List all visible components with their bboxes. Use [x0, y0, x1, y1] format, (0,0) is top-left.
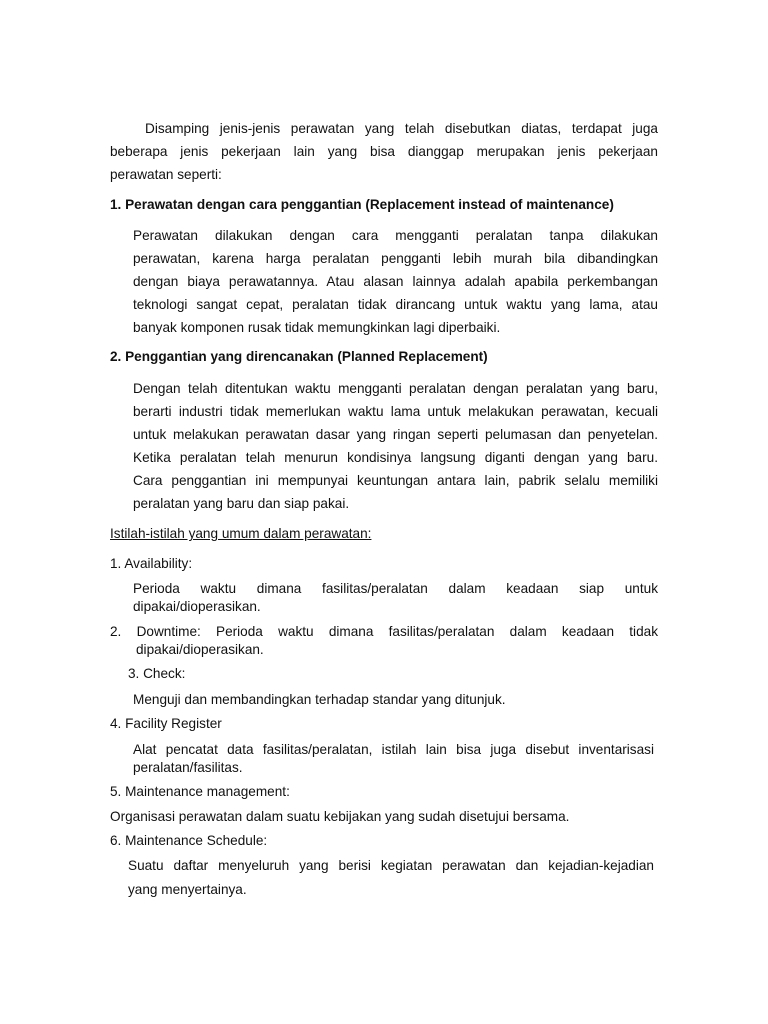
section-2-line-1: Dengan telah ditentukan waktu mengganti peralatan dengan peralatan yang baru, — [133, 381, 658, 396]
section-1-line-2: perawatan, karena harga peralatan pengganti lebih murah bila dibandingkan — [133, 251, 658, 266]
section-2-line-5: Cara penggantian ini mempunyai keuntungan antara lain, pabrik selalu memiliki — [133, 473, 658, 488]
intro-line-2: beberapa jenis pekerjaan lain yang bisa dianggap merupakan jenis pekerjaan — [110, 144, 658, 159]
term-1-line-2: dipakai/dioperasikan. — [133, 599, 261, 614]
section-2-line-4: Ketika peralatan telah menurun kondisinya langsung diganti dengan yang baru. — [133, 450, 658, 465]
term-5-line-1: Organisasi perawatan dalam suatu kebijakan yang sudah disetujui bersama. — [110, 809, 570, 824]
term-1-title: 1. Availability: — [110, 556, 193, 571]
term-6-line-2: yang menyertainya. — [128, 882, 247, 897]
term-6-title: 6. Maintenance Schedule: — [110, 833, 268, 848]
section-1-line-1: Perawatan dilakukan dengan cara mengganti peralatan tanpa dilakukan — [133, 228, 658, 243]
section-1-line-4: teknologi sangat cepat, peralatan tidak dirancang untuk waktu yang lama, atau — [133, 297, 658, 312]
section-2-heading: 2. Penggantian yang direncanakan (Planned Replacement) — [110, 349, 488, 364]
term-6-line-1: Suatu daftar menyeluruh yang berisi kegiatan perawatan dan kejadian-kejadian — [128, 858, 654, 873]
section-1-line-3: dengan biaya perawatannya. Atau alasan lainnya adalah apabila perkembangan — [133, 274, 658, 289]
term-1-line-1: Perioda waktu dimana fasilitas/peralatan dalam keadaan siap untuk — [133, 581, 658, 596]
term-2-line-1: 2. Downtime: Perioda waktu dimana fasilitas/peralatan dalam keadaan tidak — [110, 624, 658, 639]
term-5-title: 5. Maintenance management: — [110, 784, 290, 799]
section-2-line-3: untuk melakukan perawatan dasar yang ringan seperti pelumasan dan penyetelan. — [133, 427, 658, 442]
term-2-line-2: dipakai/dioperasikan. — [136, 642, 264, 657]
term-4-title: 4. Facility Register — [110, 716, 222, 731]
terms-heading: Istilah-istilah yang umum dalam perawatan: — [110, 526, 372, 541]
section-1-heading: 1. Perawatan dengan cara penggantian (Replacement instead of maintenance) — [110, 197, 614, 212]
intro-line-1: Disamping jenis-jenis perawatan yang telah disebutkan diatas, terdapat juga — [145, 121, 658, 136]
term-4-line-2: peralatan/fasilitas. — [133, 760, 243, 775]
intro-line-3: perawatan seperti: — [110, 167, 222, 182]
section-1-line-5: banyak komponen rusak tidak memungkinkan lagi diperbaiki. — [133, 320, 501, 335]
term-4-line-1: Alat pencatat data fasilitas/peralatan, istilah lain bisa juga disebut inventarisasi — [133, 742, 654, 757]
term-3-line-1: Menguji dan membandingkan terhadap standar yang ditunjuk. — [133, 692, 506, 707]
term-3-title: 3. Check: — [128, 666, 186, 681]
section-2-line-2: berarti industri tidak memerlukan waktu lama untuk melakukan perawatan, kecuali — [133, 404, 658, 419]
section-2-line-6: peralatan yang baru dan siap pakai. — [133, 496, 350, 511]
